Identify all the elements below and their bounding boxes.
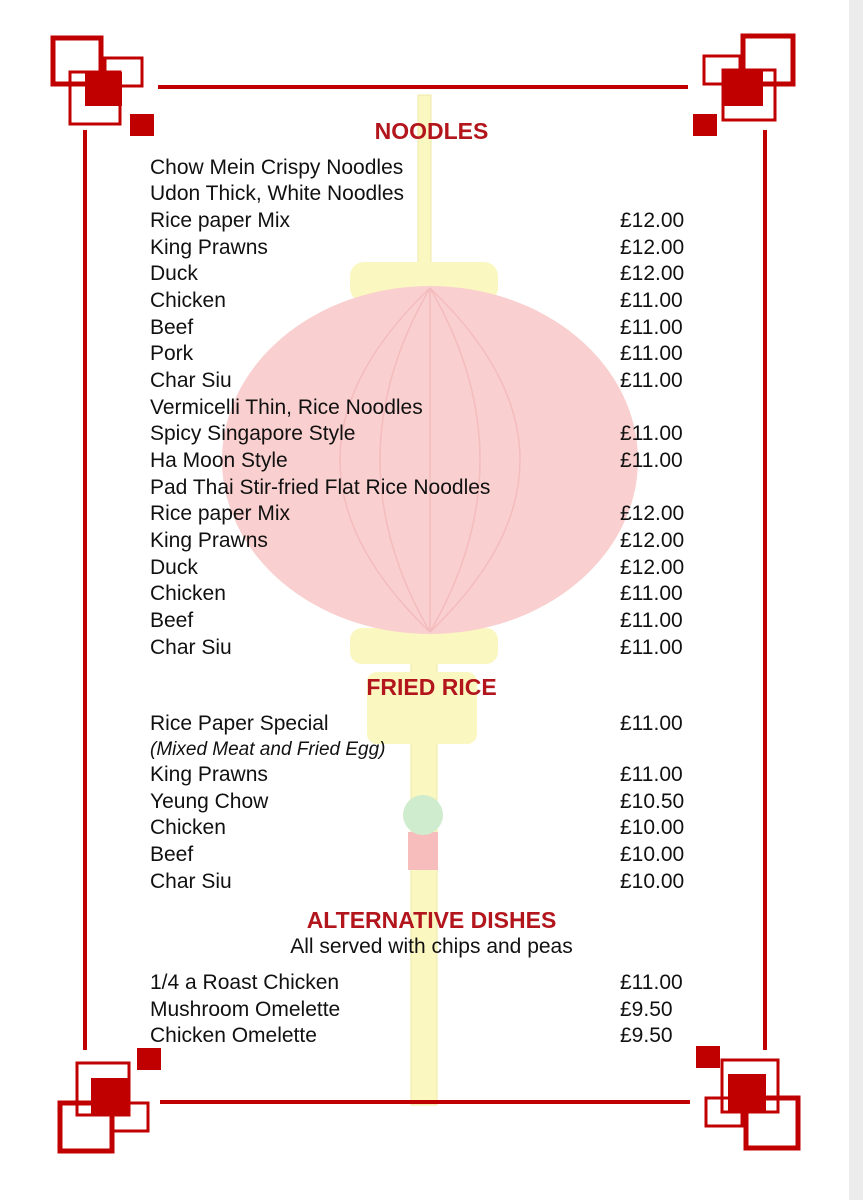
menu-item bbox=[150, 762, 695, 788]
item-price: £12.00 bbox=[620, 556, 685, 579]
item-price: £10.50 bbox=[620, 790, 685, 813]
item-name: Char Siu bbox=[150, 369, 232, 392]
section-heading-fried-rice: FRIED RICE bbox=[366, 674, 497, 700]
menu-item bbox=[150, 288, 695, 314]
item-name: Char Siu bbox=[150, 870, 232, 893]
item-name: Spicy Singapore Style bbox=[150, 422, 356, 445]
item-price: £11.00 bbox=[620, 342, 683, 365]
menu-item bbox=[150, 997, 695, 1023]
item-note: (Mixed Meat and Fried Egg) bbox=[150, 739, 386, 760]
menu-item bbox=[150, 181, 695, 207]
menu-item bbox=[150, 711, 695, 737]
menu-item bbox=[150, 581, 695, 607]
menu-item bbox=[150, 555, 695, 581]
item-name: Rice paper Mix bbox=[150, 502, 291, 525]
item-name: Udon Thick, White Noodles bbox=[150, 182, 405, 205]
section-heading-noodles: NOODLES bbox=[374, 118, 489, 144]
item-price: £10.00 bbox=[620, 843, 685, 866]
item-price: £9.50 bbox=[620, 998, 673, 1021]
menu-item bbox=[150, 635, 695, 661]
menu-item bbox=[150, 208, 695, 234]
menu-item bbox=[150, 368, 695, 394]
item-name: King Prawns bbox=[150, 236, 268, 259]
item-price: £11.00 bbox=[620, 369, 683, 392]
item-name: Yeung Chow bbox=[150, 790, 269, 813]
item-name: Vermicelli Thin, Rice Noodles bbox=[150, 396, 423, 419]
item-name: King Prawns bbox=[150, 763, 268, 786]
menu-item bbox=[150, 1023, 695, 1049]
menu-item bbox=[150, 235, 695, 261]
item-name: Rice paper Mix bbox=[150, 209, 291, 232]
menu-item bbox=[150, 970, 695, 996]
item-price: £12.00 bbox=[620, 209, 685, 232]
item-price: £10.00 bbox=[620, 870, 685, 893]
item-price: £11.00 bbox=[620, 763, 683, 786]
section-subheading: All served with chips and peas bbox=[290, 935, 573, 958]
menu-item bbox=[150, 155, 695, 181]
section-heading-alternative-dishes: ALTERNATIVE DISHES bbox=[306, 907, 557, 933]
item-name: Chicken bbox=[150, 289, 226, 312]
menu-item bbox=[150, 421, 695, 447]
item-name: Pad Thai Stir-fried Flat Rice Noodles bbox=[150, 476, 491, 499]
menu-item bbox=[150, 395, 695, 421]
menu-item bbox=[150, 475, 695, 501]
item-price: £12.00 bbox=[620, 529, 685, 552]
item-price: £12.00 bbox=[620, 236, 685, 259]
menu-item bbox=[150, 789, 695, 815]
item-name: 1/4 a Roast Chicken bbox=[150, 971, 340, 994]
menu-item bbox=[150, 528, 695, 554]
item-name: Beef bbox=[150, 843, 194, 866]
item-price: £12.00 bbox=[620, 262, 685, 285]
item-name: Chicken bbox=[150, 816, 226, 839]
item-price: £11.00 bbox=[620, 316, 683, 339]
item-name: Char Siu bbox=[150, 636, 232, 659]
item-name: Mushroom Omelette bbox=[150, 998, 341, 1021]
item-name: Duck bbox=[150, 262, 198, 285]
menu-item bbox=[150, 842, 695, 868]
item-price: £11.00 bbox=[620, 422, 683, 445]
menu-item bbox=[150, 815, 695, 841]
item-name: Chicken Omelette bbox=[150, 1024, 317, 1047]
item-name: Duck bbox=[150, 556, 198, 579]
item-price: £11.00 bbox=[620, 971, 683, 994]
menu-item bbox=[150, 448, 695, 474]
item-price: £9.50 bbox=[620, 1024, 673, 1047]
item-name: Beef bbox=[150, 609, 194, 632]
item-name: Chow Mein Crispy Noodles bbox=[150, 156, 404, 179]
item-price: £11.00 bbox=[620, 582, 683, 605]
item-name: Beef bbox=[150, 316, 194, 339]
item-price: £11.00 bbox=[620, 449, 683, 472]
item-price: £11.00 bbox=[620, 609, 683, 632]
item-price: £10.00 bbox=[620, 816, 685, 839]
menu-item bbox=[150, 869, 695, 895]
item-price: £11.00 bbox=[620, 712, 683, 735]
item-name: King Prawns bbox=[150, 529, 268, 552]
menu-item bbox=[150, 341, 695, 367]
item-name: Pork bbox=[150, 342, 194, 365]
menu-item-note bbox=[150, 737, 695, 763]
menu-item bbox=[150, 501, 695, 527]
item-name: Ha Moon Style bbox=[150, 449, 288, 472]
menu-item bbox=[150, 261, 695, 287]
menu-item bbox=[150, 315, 695, 341]
menu-item bbox=[150, 608, 695, 634]
item-price: £11.00 bbox=[620, 636, 683, 659]
item-name: Chicken bbox=[150, 582, 226, 605]
item-price: £11.00 bbox=[620, 289, 683, 312]
item-price: £12.00 bbox=[620, 502, 685, 525]
item-name: Rice Paper Special bbox=[150, 712, 329, 735]
